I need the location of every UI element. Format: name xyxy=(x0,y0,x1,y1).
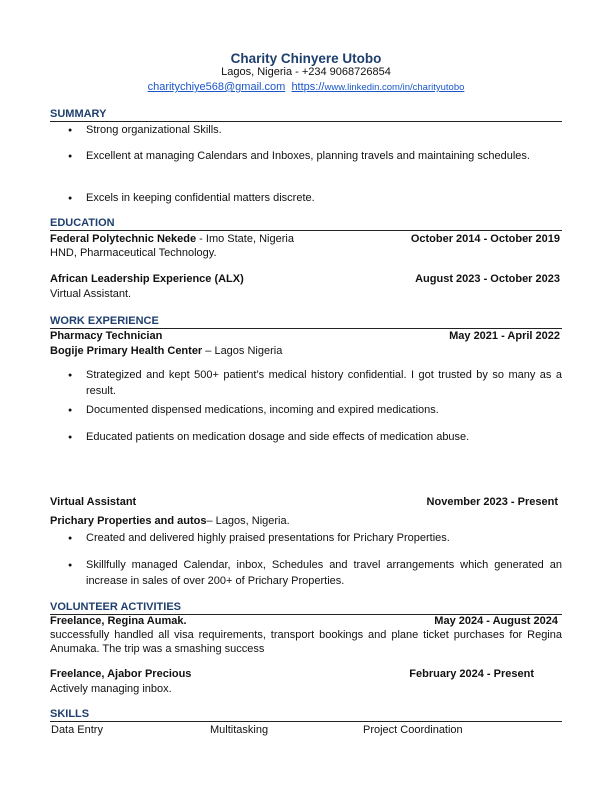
job-organization xyxy=(50,514,562,528)
location-phone: Lagos, Nigeria - +234 9068726854 xyxy=(221,66,391,78)
contact-links xyxy=(0,81,612,93)
volunteer-header xyxy=(50,615,558,628)
education-entry-header xyxy=(50,233,560,246)
volunteer-detail: successfully handled all visa requirements, transport bookings and plane ticket purchases for Regina Anumaka. The trip was a smashing success xyxy=(50,629,562,655)
education-entry-header xyxy=(50,273,560,286)
org-location: – Lagos, Nigeria. xyxy=(206,515,290,527)
job-bullet: ● Documented dispensed medications, incoming and expired medications. xyxy=(86,403,562,419)
education-detail: Virtual Assistant. xyxy=(50,288,132,300)
summary-item: ● Excels in keeping confidential matters discrete. xyxy=(86,191,562,207)
summary-item: ● Strong organizational Skills. xyxy=(86,123,562,139)
work-heading: WORK EXPERIENCE xyxy=(50,315,562,329)
job-bullet: ● Created and delivered highly praised presentations for Prichary Properties. xyxy=(86,531,562,547)
org-name: Bogije Primary Health Center xyxy=(50,345,203,357)
org-name: Prichary Properties and autos xyxy=(50,515,207,527)
email-link[interactable]: charitychiye568@gmail.com xyxy=(147,81,286,93)
volunteer-role: Freelance, Ajabor Precious xyxy=(50,668,192,680)
volunteer-header xyxy=(50,668,534,681)
summary-item: ● Excellent at managing Calendars and Inboxes, planning travels and maintaining schedules. xyxy=(86,149,562,165)
linkedin-link[interactable] xyxy=(291,81,464,93)
job-dates: November 2023 - Present xyxy=(426,496,558,508)
linkedin-prefix: https:// xyxy=(291,81,325,93)
volunteer-dates: February 2024 - Present xyxy=(409,668,534,680)
education-school-line xyxy=(50,233,294,246)
volunteer-role: Freelance, Regina Aumak. xyxy=(50,615,187,627)
linkedin-url: www.linkedin.com/in/charityutobo xyxy=(324,82,465,93)
volunteer-dates: May 2024 - August 2024 xyxy=(434,615,558,627)
school-name: Federal Polytechnic Nekede xyxy=(50,233,197,245)
job-bullet: ● Skillfully managed Calendar, inbox, Schedules and travel arrangements which generated an increase in sales of over 200+ of Prichary Properties. xyxy=(86,558,562,589)
summary-heading: SUMMARY xyxy=(50,108,562,122)
education-dates: August 2023 - October 2023 xyxy=(415,273,560,285)
job-header xyxy=(50,496,558,509)
skills-heading: SKILLS xyxy=(50,708,562,722)
volunteer-heading: VOLUNTEER ACTIVITIES xyxy=(50,601,562,615)
job-bullet: ● Educated patients on medication dosage and side effects of medication abuse. xyxy=(86,430,562,446)
job-role: Virtual Assistant xyxy=(50,496,137,508)
org-location: – Lagos Nigeria xyxy=(202,345,283,357)
skill-item: Multitasking xyxy=(210,724,269,736)
job-organization xyxy=(50,344,562,358)
job-bullet: ● Strategized and kept 500+ patient’s medical history confidential. I got trusted by so many as a result. xyxy=(86,368,562,399)
job-dates: May 2021 - April 2022 xyxy=(449,330,560,342)
school-name: African Leadership Experience (ALX) xyxy=(50,273,244,285)
education-detail: HND, Pharmaceutical Technology. xyxy=(50,247,217,259)
job-header xyxy=(50,330,560,343)
volunteer-detail: Actively managing inbox. xyxy=(50,683,172,695)
skill-item: Project Coordination xyxy=(363,724,463,736)
education-dates: October 2014 - October 2019 xyxy=(410,233,560,245)
school-location: - Imo State, Nigeria xyxy=(196,233,294,245)
education-heading: EDUCATION xyxy=(50,217,562,231)
job-role: Pharmacy Technician xyxy=(50,330,163,342)
candidate-name: Charity Chinyere Utobo xyxy=(230,51,382,66)
skill-item: Data Entry xyxy=(51,724,103,736)
